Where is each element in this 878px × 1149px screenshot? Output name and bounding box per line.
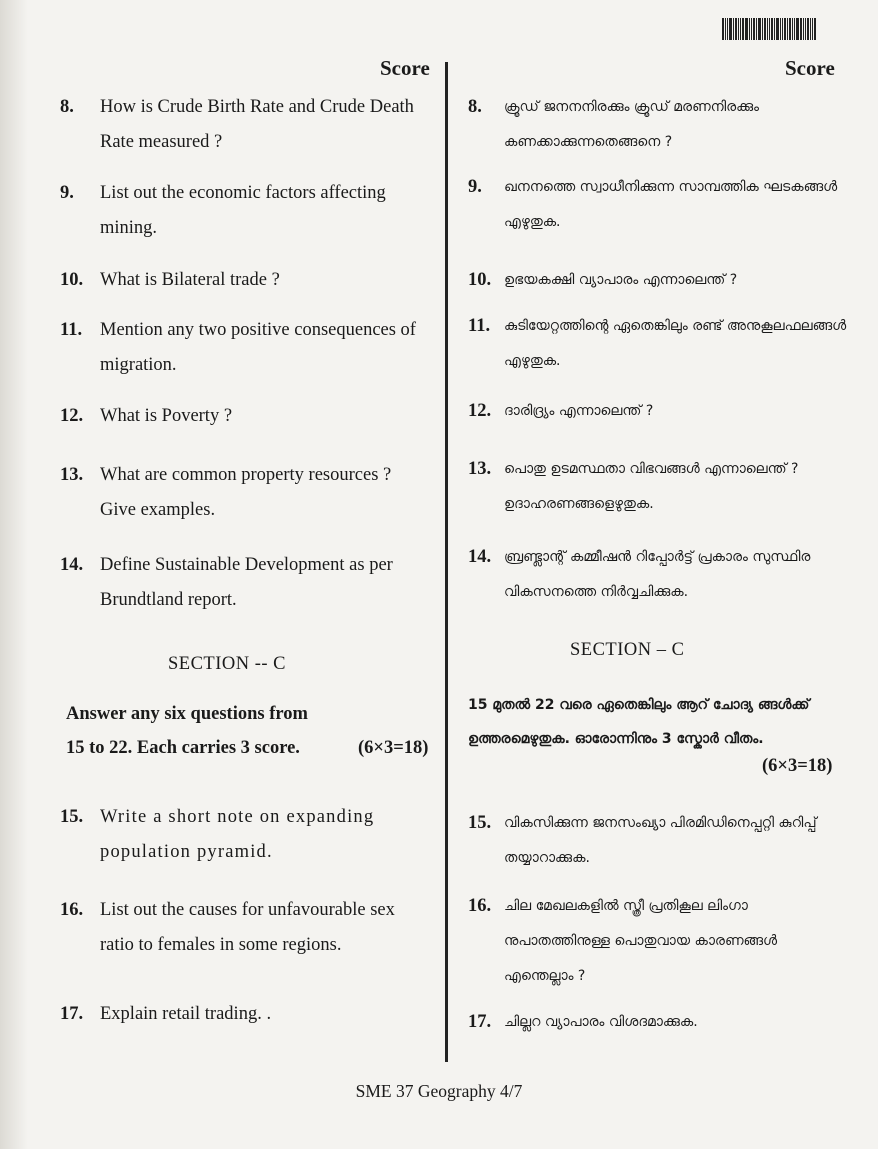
question-text: ചില്ലറ വ്യാപാരം വിശദമാക്കുക.	[504, 1014, 698, 1030]
question-text: List out the causes for unfavourable sex ratio to females in some regions.	[100, 900, 395, 955]
question-text: കുടിയേറ്റത്തിന്റെ ഏതെങ്കിലും രണ്ട് അനുകൂലഫലങ്ങൾ എഴുതുക.	[504, 318, 847, 369]
question-text: Mention any two positive consequences of migration.	[100, 320, 416, 375]
question-number: 10.	[468, 270, 492, 290]
barcode-stripe	[812, 18, 813, 40]
question-16-en	[60, 893, 430, 963]
question-number: 8.	[468, 97, 482, 117]
barcode-stripe	[753, 18, 755, 40]
question-8-ml	[468, 90, 848, 160]
question-11-ml	[468, 309, 848, 379]
barcode-stripe	[805, 18, 806, 40]
barcode-stripe	[756, 18, 757, 40]
question-14-ml	[468, 540, 848, 610]
question-number: 13.	[468, 459, 492, 479]
barcode-stripe	[776, 18, 779, 40]
barcode-stripe	[727, 18, 728, 40]
barcode-stripe	[810, 18, 811, 40]
barcode-stripe	[774, 18, 775, 40]
barcode-stripe	[803, 18, 804, 40]
question-text: Explain retail trading. .	[100, 1004, 272, 1024]
question-number: 10.	[60, 270, 84, 290]
barcode-stripe	[800, 18, 802, 40]
question-12-ml	[468, 394, 848, 429]
question-text: ഉഭയകക്ഷി വ്യാപാരം എന്നാലെന്ത് ?	[504, 272, 738, 288]
question-text: What is Bilateral trade ?	[100, 270, 280, 290]
question-number: 12.	[60, 406, 84, 426]
marks-label-en: (6×3=18)	[358, 738, 429, 758]
question-11-en	[60, 313, 430, 383]
barcode-stripe	[758, 18, 761, 40]
barcode-stripe	[735, 18, 737, 40]
page-footer: SME 37 Geography 4/7	[355, 1081, 523, 1101]
barcode-stripe	[814, 18, 816, 40]
score-heading-left: Score	[380, 56, 430, 80]
question-text: What is Poverty ?	[100, 406, 233, 426]
barcode-stripe	[733, 18, 734, 40]
barcode-stripe	[787, 18, 788, 40]
question-13-ml	[468, 452, 848, 522]
question-number: 13.	[60, 465, 84, 485]
instruction-ml: 15 മുതൽ 22 വരെ ഏതെങ്കിലും ആറ് ചോദ്യ ങ്ങൾക്ക് ഉത്തരമെഴുതുക. ഓരോന്നിനും 3 സ്കോർ വീതം.	[468, 697, 810, 747]
question-number: 16.	[60, 900, 84, 920]
barcode-stripe	[794, 18, 795, 40]
barcode-stripe	[789, 18, 791, 40]
question-9-en	[60, 176, 430, 246]
barcode-stripe	[742, 18, 744, 40]
scan-margin-shadow	[0, 0, 28, 1149]
question-number: 9.	[468, 177, 482, 197]
question-16-ml	[468, 889, 848, 994]
barcode-icon	[722, 18, 838, 40]
question-number: 15.	[468, 813, 492, 833]
question-17-ml	[468, 1005, 848, 1040]
section-c-heading-ml: SECTION – C	[570, 640, 685, 660]
barcode-stripe	[782, 18, 783, 40]
question-number: 12.	[468, 401, 492, 421]
question-text: List out the economic factors affecting mining.	[100, 183, 386, 238]
question-text: Write a short note on expanding population pyramid.	[100, 807, 375, 862]
question-15-en	[60, 800, 430, 870]
barcode-stripe	[767, 18, 768, 40]
question-number: 11.	[468, 316, 491, 336]
barcode-stripe	[796, 18, 799, 40]
question-number: 17.	[60, 1004, 84, 1024]
score-heading-right: Score	[785, 56, 835, 80]
question-text: Define Sustainable Development as per Brundtland report.	[100, 555, 393, 610]
barcode-stripe	[792, 18, 793, 40]
question-text: ദാരിദ്ര്യം എന്നാലെന്ത് ?	[504, 403, 654, 419]
question-14-en	[60, 548, 430, 618]
barcode-stripe	[764, 18, 766, 40]
question-number: 9.	[60, 183, 74, 203]
barcode-stripe	[771, 18, 773, 40]
question-10-en	[60, 263, 430, 298]
question-text: How is Crude Birth Rate and Crude Death Rate measured ?	[100, 97, 414, 152]
question-number: 14.	[468, 547, 492, 567]
question-17-en	[60, 997, 430, 1032]
question-text: ചില മേഖലകളിൽ സ്ത്രീ പ്രതികൂല ലിംഗാ നുപാതത്തിനുള്ള പൊതുവായ കാരണങ്ങൾ എന്തെല്ലാം ?	[504, 898, 778, 984]
barcode-stripe	[807, 18, 809, 40]
question-12-en	[60, 399, 430, 434]
question-9-ml	[468, 170, 848, 240]
question-number: 15.	[60, 807, 84, 827]
question-number: 17.	[468, 1012, 492, 1032]
barcode-stripe	[780, 18, 781, 40]
question-number: 11.	[60, 320, 83, 340]
marks-label-ml: (6×3=18)	[762, 756, 833, 776]
barcode-stripe	[762, 18, 763, 40]
section-c-heading-en: SECTION -- C	[168, 654, 287, 674]
question-text: ഖനനത്തെ സ്വാധീനിക്കുന്ന സാമ്പത്തിക ഘടകങ്ങൾ എഴുതുക.	[504, 179, 838, 230]
question-number: 8.	[60, 97, 74, 117]
question-text: ബ്രണ്ട്ലാന്റ് കമ്മീഷൻ റിപ്പോർട്ട് പ്രകാരം സുസ്ഥിര വികസനത്തെ നിർവ്വചിക്കുക.	[504, 549, 811, 600]
barcode-stripe	[725, 18, 726, 40]
barcode-stripe	[740, 18, 741, 40]
question-text: What are common property resources ? Give examples.	[100, 465, 392, 520]
column-divider	[445, 62, 448, 1062]
barcode-stripe	[722, 18, 724, 40]
question-15-ml	[468, 806, 848, 876]
question-text: വികസിക്കുന്ന ജനസംഖ്യാ പിരമിഡിനെപ്പറ്റി കുറിപ്പ് തയ്യാറാക്കുക.	[504, 815, 817, 866]
question-number: 14.	[60, 555, 84, 575]
barcode-stripe	[784, 18, 786, 40]
instruction-line-1: Answer any six questions from	[66, 704, 308, 724]
barcode-stripe	[738, 18, 739, 40]
question-text: പൊതു ഉടമസ്ഥതാ വിഭവങ്ങൾ എന്നാലെന്ത് ? ഉദാഹരണങ്ങളെഴുതുക.	[504, 461, 799, 512]
barcode-stripe	[751, 18, 752, 40]
barcode-stripe	[745, 18, 748, 40]
question-13-en	[60, 458, 430, 528]
barcode-stripe	[769, 18, 770, 40]
barcode-stripe	[749, 18, 750, 40]
question-number: 16.	[468, 896, 492, 916]
question-10-ml	[468, 263, 848, 298]
instruction-line-2: 15 to 22. Each carries 3 score.	[66, 738, 300, 758]
question-8-en	[60, 90, 430, 160]
barcode-stripe	[729, 18, 732, 40]
question-text: ക്രൂഡ് ജനനനിരക്കും ക്രൂഡ് മരണനിരക്കും കണക്കാക്കുന്നതെങ്ങനെ ?	[504, 99, 760, 150]
